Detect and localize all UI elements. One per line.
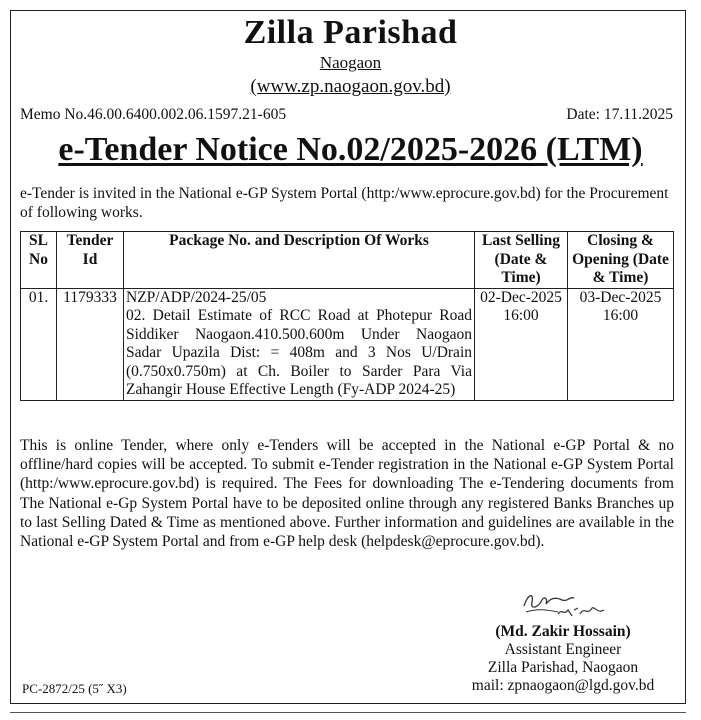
memo-number: Memo No.46.00.6400.002.06.1597.21-605 [20,106,287,123]
handwritten-signature [518,586,618,618]
signatory-office: Zilla Parishad, Naogaon [487,659,639,676]
header-closing: Closing & Opening (Date & Time) [568,232,674,289]
cell-closing [568,288,674,400]
print-code: PC-2872/25 (5˝ X3) [22,681,127,696]
district-name: Naogaon [319,53,382,72]
cell-tender-id: 1179333 [57,288,124,400]
header-package: Package No. and Description Of Works [124,232,475,289]
signatory-name: (Md. Zakir Hossain) [495,623,631,640]
notice-title: e-Tender Notice No.02/2025-2026 (LTM) [58,131,643,168]
cell-package [124,288,475,400]
closing-time: 16:00 [602,307,639,324]
table-row [21,288,674,400]
cell-sl: 01. [21,288,57,400]
table-header-row [21,232,674,289]
instructions-paragraph: This is online Tender, where only e-Tenders will be accepted in the National e-GP Portal & no offline/hard copies will be accepted. To submit e-Tender registration in the National e-GP System Portal (http:/www.eprocure.gov.bd) is required. The Fees for downloading The e-Tendering documents from The National e-Gp System Portal have to be deposited online through any registered Banks Branches up to last Selling Dated & Time as mentioned above. Further information and guidelines are available in the National e-GP System Portal and from e-GP help desk (helpdesk@eprocure.gov.bd). [20,437,674,551]
intro-paragraph: e-Tender is invited in the National e-GP System Portal (http:/www.eprocure.gov.bd) for the Procurement of following works. [20,185,669,221]
signature-block [438,623,688,695]
bottom-divider [10,712,686,713]
memo-date: Date: 17.11.2025 [566,106,673,123]
header-last-selling: Last Selling (Date & Time) [475,232,568,289]
org-title: Zilla Parishad [243,14,458,51]
signatory-email[interactable]: mail: zpnaogaon@lgd.gov.bd [471,677,655,694]
header-tender-id: Tender Id [57,232,124,289]
header-sl: SL No [21,232,57,289]
cell-last-selling: 02-Dec-2025 16:00 [475,288,568,400]
package-number: NZP/ADP/2024-25/05 [126,288,267,306]
signatory-designation: Assistant Engineer [504,641,622,658]
website-link[interactable]: (www.zp.naogaon.gov.bd) [250,76,451,97]
package-description: 02. Detail Estimate of RCC Road at Photepur Road Siddiker Naogaon.410.500.600m Under Naogaon Sadar Upazila Dist: = 408m and 3 Nos U/Drain (0.750x0.750m) at Ch. Boiler to Sarder Para Via Zahangir House Effective Length (Fy-ADP 2024-25) [126,307,472,398]
tender-table [20,231,674,401]
closing-date: 03-Dec-2025 [579,288,662,306]
